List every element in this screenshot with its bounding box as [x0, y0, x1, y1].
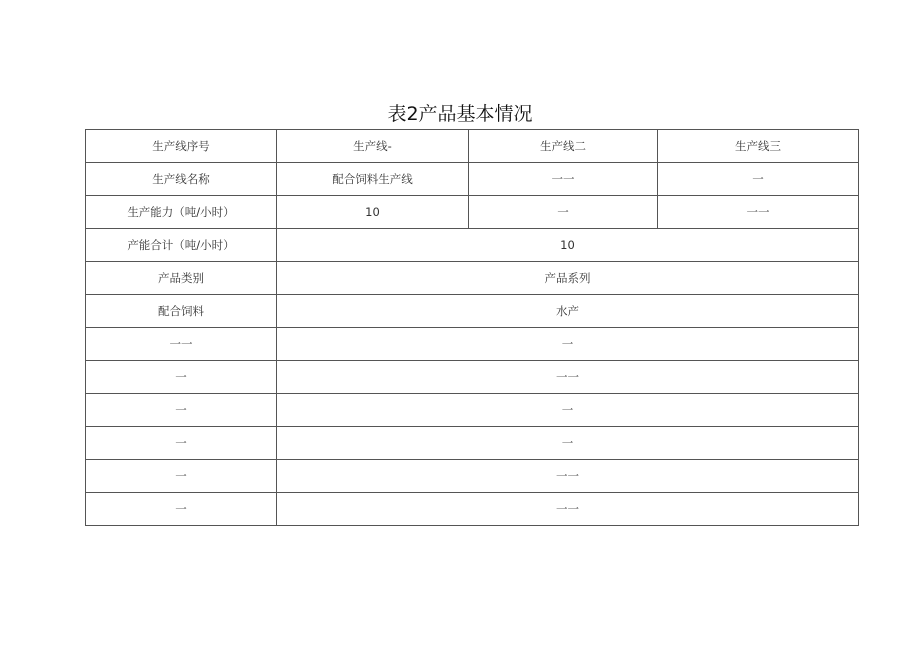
line-2-capacity: 一 — [469, 196, 658, 229]
category-cell: 一 — [86, 427, 277, 460]
table-row — [86, 427, 859, 460]
header-line-3: 生产线三 — [658, 130, 859, 163]
category-header-label: 产品类别 — [86, 262, 277, 295]
table-row-line-name — [86, 163, 859, 196]
row-label-line-number: 生产线序号 — [86, 130, 277, 163]
table-row — [86, 328, 859, 361]
category-cell: 一 — [86, 460, 277, 493]
total-capacity-value: 10 — [277, 229, 859, 262]
category-cell: 一 — [86, 361, 277, 394]
row-label-line-name: 生产线名称 — [86, 163, 277, 196]
line-3-capacity: 一一 — [658, 196, 859, 229]
table-row-header — [86, 130, 859, 163]
row-label-capacity: 生产能力（吨/小时） — [86, 196, 277, 229]
table-title: 表2产品基本情况 — [387, 103, 533, 125]
line-2-name: 一一 — [469, 163, 658, 196]
series-header-label: 产品系列 — [277, 262, 859, 295]
header-line-2: 生产线二 — [469, 130, 658, 163]
table-row-capacity — [86, 196, 859, 229]
line-3-name: 一 — [658, 163, 859, 196]
table-row — [86, 394, 859, 427]
header-line-1: 生产线- — [277, 130, 469, 163]
row-label-total-capacity: 产能合计（吨/小时） — [86, 229, 277, 262]
series-cell: 一 — [277, 427, 859, 460]
category-cell: 一 — [86, 493, 277, 526]
series-cell: 一一 — [277, 361, 859, 394]
table-row — [86, 295, 859, 328]
series-cell: 一一 — [277, 493, 859, 526]
product-info-table — [85, 129, 859, 526]
series-cell: 一一 — [277, 460, 859, 493]
table-row-total-capacity — [86, 229, 859, 262]
category-cell: 一 — [86, 394, 277, 427]
table-row — [86, 361, 859, 394]
category-cell: 配合饲料 — [86, 295, 277, 328]
series-cell: 水产 — [277, 295, 859, 328]
table-row-category-header — [86, 262, 859, 295]
category-cell: 一一 — [86, 328, 277, 361]
table-row — [86, 460, 859, 493]
series-cell: 一 — [277, 394, 859, 427]
series-cell: 一 — [277, 328, 859, 361]
line-1-capacity: 10 — [277, 196, 469, 229]
table-row — [86, 493, 859, 526]
line-1-name: 配合饲料生产线 — [277, 163, 469, 196]
